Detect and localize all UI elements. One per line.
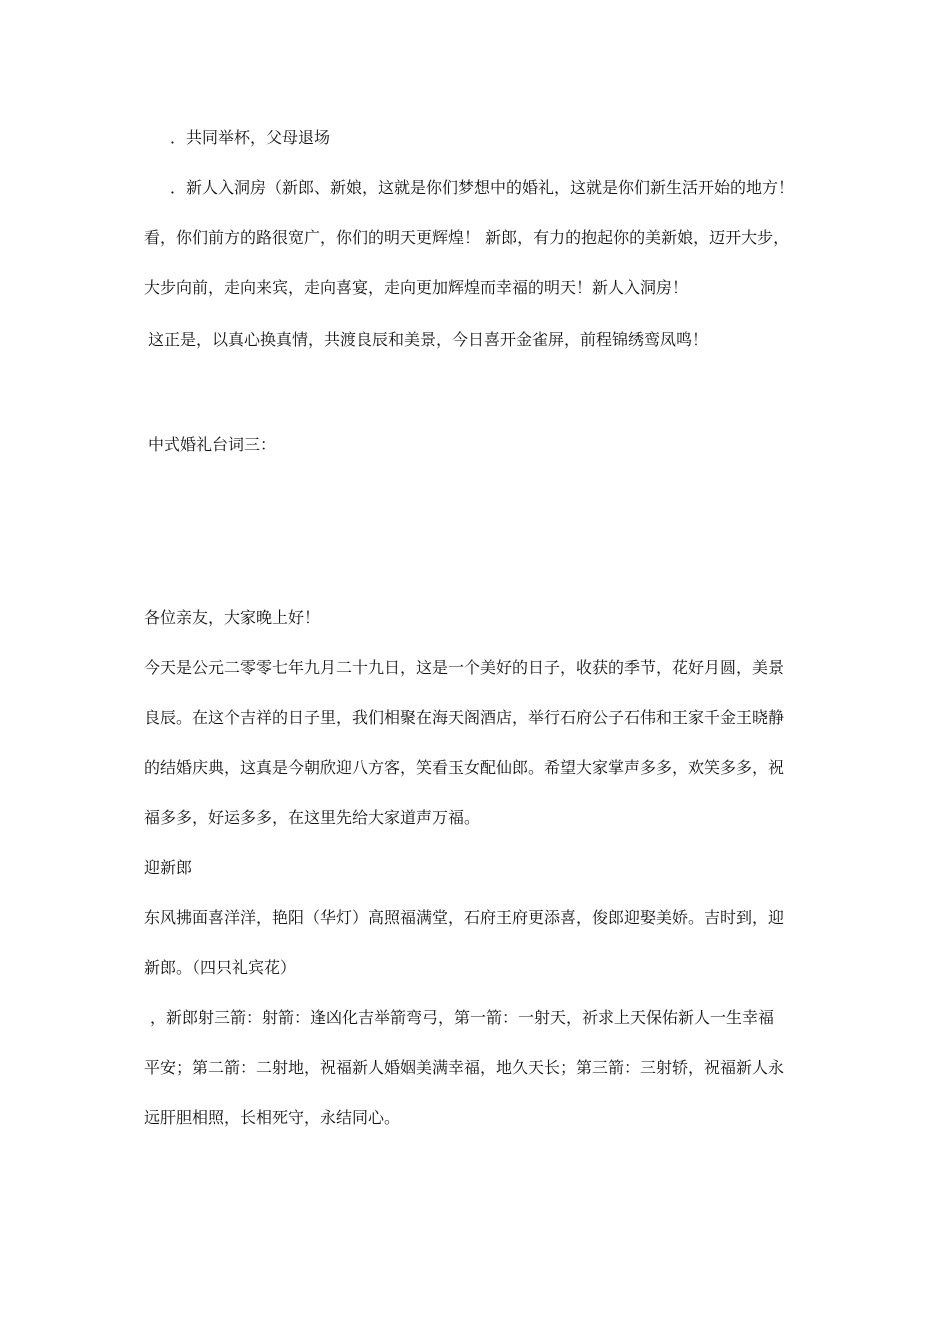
text-line-arrows-1: ，新郎射三箭：射箭：逢凶化吉举箭弯弓，第一箭：一射天，祈求上天保佑新人一生幸福 bbox=[150, 1008, 775, 1027]
text-line-toast: ．共同举杯，父母退场 bbox=[170, 128, 331, 147]
text-line-closing-couplet: 这正是，以真心换真情，共渡良辰和美景，今日喜开金雀屏，前程锦绣鸾凤鸣！ bbox=[148, 330, 709, 349]
subheading-welcome-groom: 迎新郎 bbox=[144, 858, 193, 877]
section-heading: 中式婚礼台词三： bbox=[148, 435, 277, 454]
text-line-opening-3: 的结婚庆典，这真是今朝欣迎八方客，笑看玉女配仙郎。希望大家掌声多多，欢笑多多，祝 bbox=[144, 758, 785, 777]
text-line-welcome-2: 新郎。（四只礼宾花） bbox=[144, 958, 297, 977]
text-line-bridal-chamber: ．新人入洞房（新郎、新娘，这就是你们梦想中的婚礼，这就是你们新生活开始的地方！ bbox=[170, 178, 795, 197]
text-line-opening-1: 今天是公元二零零七年九月二十九日，这是一个美好的日子，收获的季节，花好月圆，美景 bbox=[144, 658, 785, 677]
text-line-bridal-chamber-2: 看，你们前方的路很宽广，你们的明天更辉煌！ 新郎，有力的抱起你的美新娘，迈开大步， bbox=[144, 228, 790, 247]
text-line-arrows-2: 平安；第二箭：二射地，祝福新人婚姻美满幸福，地久天长；第三箭：三射轿，祝福新人永 bbox=[144, 1058, 785, 1077]
text-line-greeting: 各位亲友，大家晚上好！ bbox=[144, 608, 321, 627]
text-line-arrows-3: 远肝胆相照，长相死守，永结同心。 bbox=[144, 1108, 401, 1127]
text-line-bridal-chamber-3: 大步向前，走向来宾，走向喜宴，走向更加辉煌而幸福的明天！新人入洞房！ bbox=[144, 278, 689, 297]
text-line-opening-4: 福多多，好运多多，在这里先给大家道声万福。 bbox=[144, 808, 481, 827]
text-line-welcome-1: 东风拂面喜洋洋，艳阳（华灯）高照福满堂，石府王府更添喜，俊郎迎娶美娇。吉时到，迎 bbox=[144, 908, 785, 927]
text-line-opening-2: 良辰。在这个吉祥的日子里，我们相聚在海天阁酒店，举行石府公子石伟和王家千金王晓静 bbox=[144, 708, 785, 727]
